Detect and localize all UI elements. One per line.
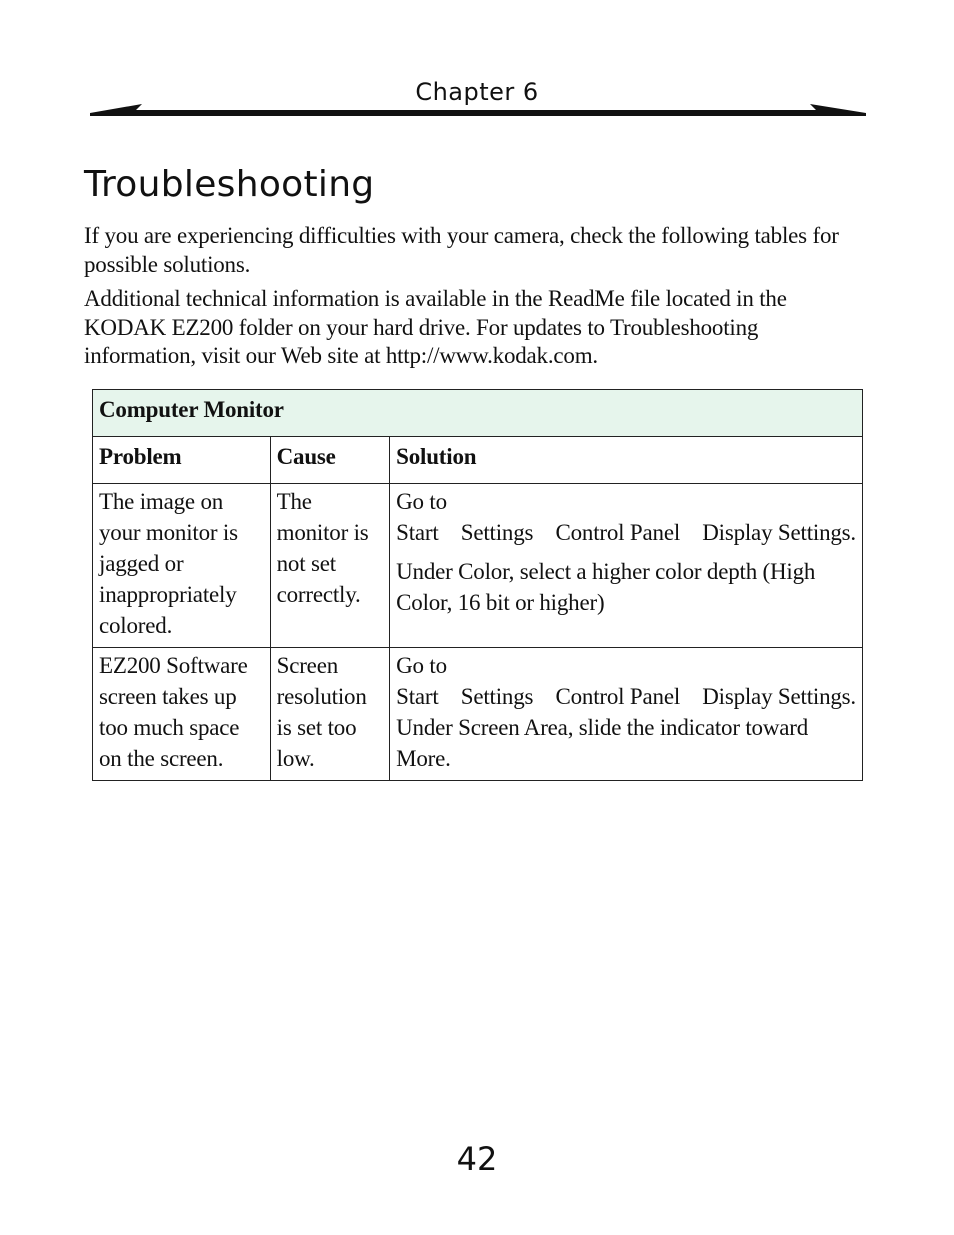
page-title: Troubleshooting (84, 164, 375, 205)
solution-extra: Under Color, select a higher color depth (High Color, 16 bit or higher) (396, 559, 816, 615)
table-header-row (93, 437, 863, 484)
chapter-heading: Chapter 6 (415, 78, 539, 106)
solution-intro: Go to (396, 489, 447, 514)
header-problem: Problem (93, 437, 271, 484)
chapter-rule (88, 100, 868, 122)
header-cause: Cause (270, 437, 390, 484)
solution-extra: Under Screen Area, slide the indicator toward More. (396, 715, 808, 771)
solution-intro: Go to (396, 653, 447, 678)
problem-cell: The image on your monitor is jagged or inappropriately colored. (93, 484, 271, 648)
table-row (93, 648, 863, 781)
solution-path: Start Settings Control Panel Display Settings. (396, 520, 856, 545)
troubleshooting-table (92, 389, 863, 781)
table-caption: Computer Monitor (93, 390, 863, 437)
problem-cell: EZ200 Software screen takes up too much space on the screen. (93, 648, 271, 781)
additional-info-paragraph: Additional technical information is available in the ReadMe file located in the KODAK EZ200 folder on your hard drive. For updates to Troubleshooting information, visit our Web site at http://www.kodak.com. (84, 286, 787, 368)
solution-path: Start Settings Control Panel Display Settings. (396, 684, 856, 709)
solution-cell (390, 648, 863, 781)
header-solution: Solution (390, 437, 863, 484)
solution-cell (390, 484, 863, 648)
cause-cell: The monitor is not set correctly. (270, 484, 390, 648)
cause-cell: Screen resolution is set too low. (270, 648, 390, 781)
table-row (93, 484, 863, 648)
table-caption-row (93, 390, 863, 437)
page-number: 42 (456, 1140, 498, 1178)
intro-paragraph: If you are experiencing difficulties with your camera, check the following tables for possible solutions. (84, 223, 839, 277)
